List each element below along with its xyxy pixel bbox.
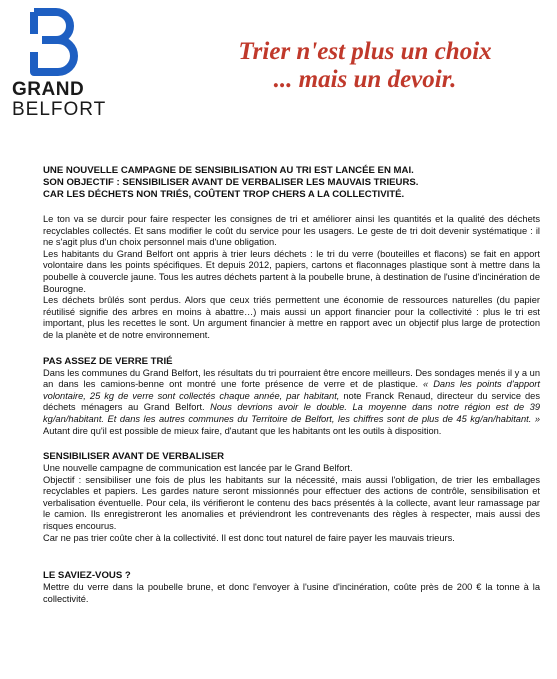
logo-b-icon [28,8,80,76]
section-heading-verre: PAS ASSEZ DE VERRE TRIÉ [43,355,173,367]
article-body [43,165,540,605]
verre-paragraph [43,368,540,438]
slogan-line-1: Trier n'est plus un choix [238,38,492,65]
body-paragraph-2: Les habitants du Grand Belfort ont appris à trier leurs déchets : le tri du verre (bouteilles et flacons) se fait en apport volontaire dans les points spécifiques. Et depuis 2012, papiers, cartons et flaconnages plastique sont à mettre dans la poubelle à couvercle jaune. Tous les autres déchets partent à la poubelle brune, à destination de l'usine d'incinération de Bourogne. [43,248,540,294]
slogan-line-2: ... mais un devoir. [273,66,457,93]
section-sensibiliser [43,451,540,544]
logo-line-belfort: BELFORT [12,99,107,120]
verre-text-3: Autant dire qu'il est possible de mieux faire, d'autant que les habitants ont les outils à disposition. [43,425,442,436]
body-paragraph-3: Les déchets brûlés sont perdus. Alors que ceux triés permettent une économie de ressources naturelles (du papier réutilisé signifie des arbres en moins à abattre…) mais aussi un apport financier pour la collectivité : plus le tri est important, plus les recettes le sont. Un argument financier à mettre en rapport avec un objectif plus large de protection de la planète et de notre environnement. [43,295,540,340]
sensibiliser-paragraph-2: Objectif : sensibiliser une fois de plus les habitants sur la nécessité, mais aussi l'obligation, de trier les emballages recyclables et papiers. Les gardes nature seront missionnés pour effectuer des actions de contrôle, sensibilisation et verbalisation éventuelle. Pour cela, ils vérifieront le contenu des bacs présentés à la collecte, avant leur ramassage par le camion. Ils enregistreront les anomalies et préviendront les contrevenants des règles à respecter, mais aussi des risques encourus. [43,474,540,532]
section-saviez [43,570,540,605]
saviez-paragraph: Mettre du verre dans la poubelle brune, et donc l'envoyer à l'usine d'incinération, coûte près de 200 € la tonne à la collectivité. [43,582,540,604]
slogan [200,38,530,94]
intro-block [43,165,540,201]
grand-belfort-logo [12,8,107,120]
section-heading-saviez: LE SAVIEZ-VOUS ? [43,570,131,582]
verre-text-1: Dans les communes du Grand Belfort, les résultats du tri pourraient être encore meilleurs. Des sondages menés il y a un an dans les camions-benne ont montré une forte présence de verre et de plastique. [43,367,540,390]
section-verre [43,356,540,438]
intro-line-1: UNE NOUVELLE CAMPAGNE DE SENSIBILISATION AU TRI EST LANCÉE EN MAI. [43,165,414,176]
sensibiliser-paragraph-3: Car ne pas trier coûte cher à la collectivité. Il est donc tout naturel de faire payer les mauvais trieurs. [43,532,455,543]
verre-quote-2: Nous devrions avoir le double. La moyenne dans notre région est de 39 kg/an/habitant. Et dans les autres communes du Territoire de Belfort, les chiffres sont de plus de 45 kg/an/habitant. » [43,402,541,424]
section-heading-sensibiliser: SENSIBILISER AVANT DE VERBALISER [43,451,225,463]
body-paragraph-1: Le ton va se durcir pour faire respecter les consignes de tri et améliorer ainsi les quantités et la qualité des déchets recyclables collectés. Et sans modifier le coût du service pour les usagers. Le geste de tri doit devenir systématique : il ne s'agit plus d'un choix personnel mais d'une obligation. [43,214,540,248]
intro-line-2: SON OBJECTIF : SENSIBILISER AVANT DE VERBALISER LES MAUVAIS TRIEURS. [43,177,419,188]
intro-line-3: CAR LES DÉCHETS NON TRIÉS, COÛTENT TROP CHERS A LA COLLECTIVITÉ. [43,189,405,200]
verre-text-2: note Franck Renaud, directeur du service des déchets ménagers au Grand Belfort. [43,390,540,413]
sensibiliser-paragraph-1: Une nouvelle campagne de communication est lancée par le Grand Belfort. [43,463,353,474]
verre-quote-1: « Dans les points d'apport volontaire, 25 kg de verre sont collectés chaque année, par habitant, [43,379,540,401]
logo-line-grand: GRAND [12,79,85,100]
